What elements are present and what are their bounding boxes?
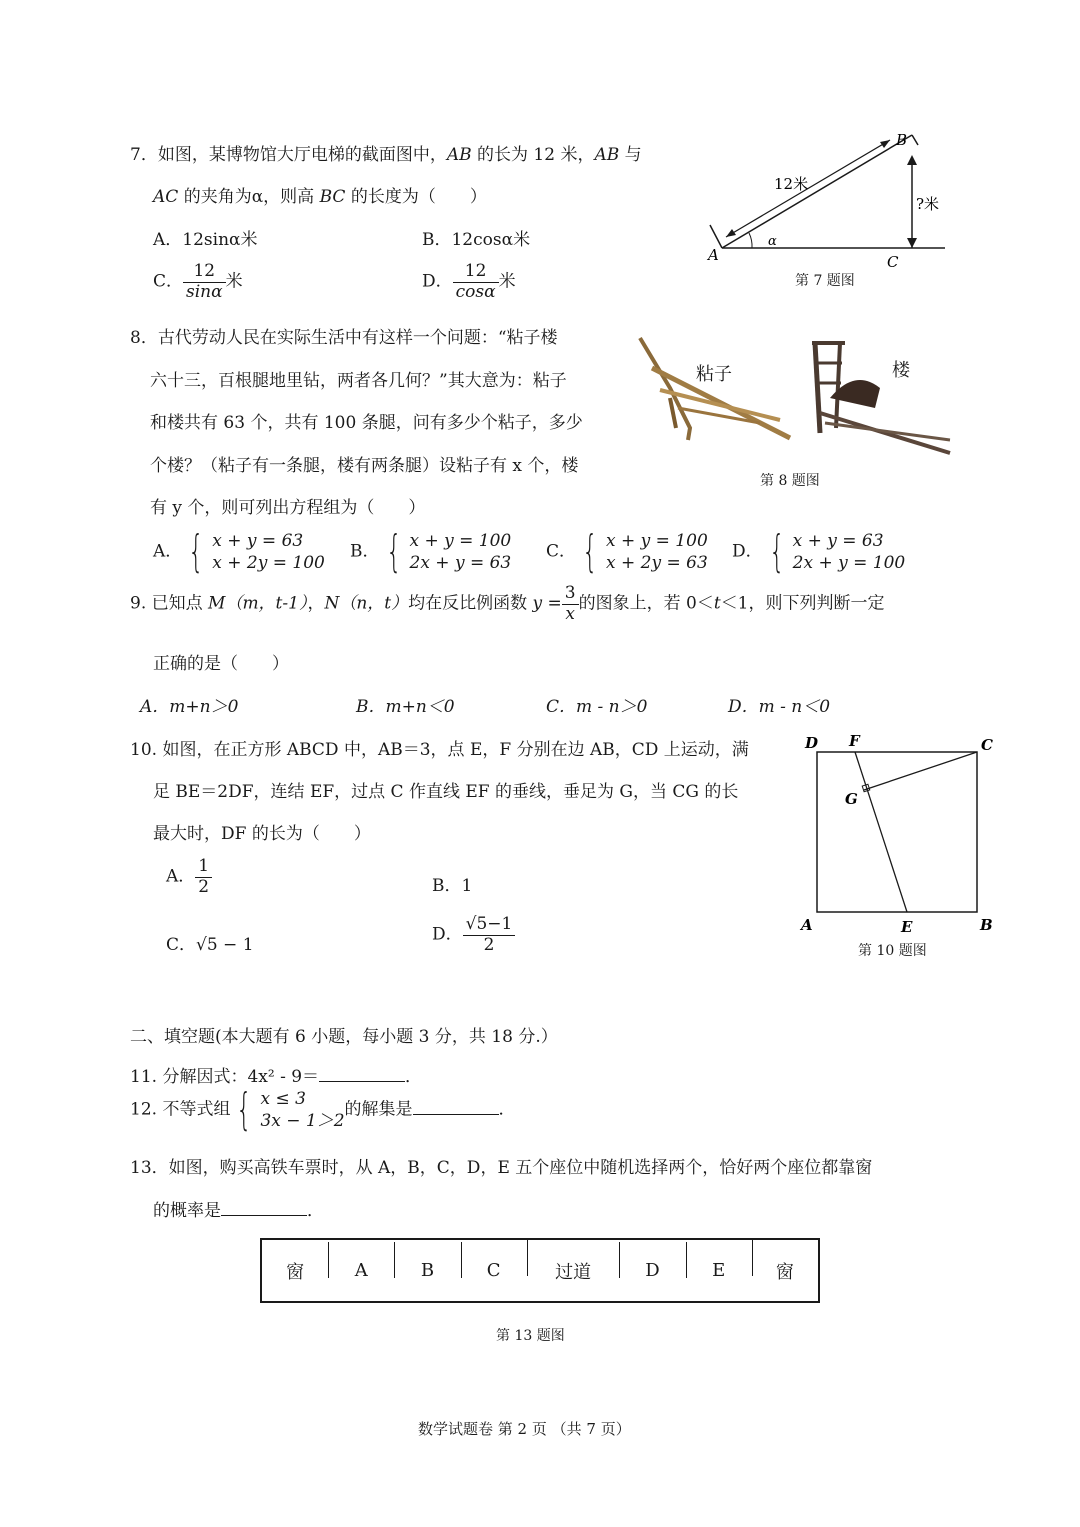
seat-d: D	[619, 1260, 685, 1281]
q10-line2: 足 BE＝2DF，连结 EF，过点 C 作直线 EF 的垂线，垂足为 G，当 CG 的长	[153, 782, 739, 802]
q9-line2: 正确的是（ ）	[153, 654, 289, 674]
q10-label-a: A	[801, 916, 813, 934]
q13-blank	[221, 1199, 307, 1216]
q12: 12. 不等式组 { x ≤ 3 3x − 1＞2 的解集是 ．	[130, 1084, 516, 1136]
q11-blank	[319, 1065, 405, 1082]
section-2-heading: 二、填空题(本大题有 6 小题，每小题 3 分，共 18 分.）	[130, 1027, 558, 1047]
q8-option-a: A． { x + y = 63 x + 2y = 100	[153, 526, 325, 578]
q8-caption: 第 8 题图	[760, 473, 820, 489]
q7-length-label: 12米	[774, 175, 809, 193]
q8-line3: 和楼共有 63 个，共有 100 条腿，问有多少个粘子，多少	[150, 413, 583, 433]
q10-label-b: B	[980, 916, 993, 934]
q10-caption: 第 10 题图	[858, 943, 927, 959]
q10-option-a: A． $\frac{1}{2}$	[166, 857, 212, 897]
q8-label-2: 楼	[892, 360, 910, 381]
q8-line4: 个楼？（粘子有一条腿，楼有两条腿）设粘子有 x 个，楼	[150, 456, 579, 476]
q7-label-c: C	[887, 253, 899, 271]
q7-line1: 7．如图，某博物馆大厅电梯的截面图中，AB 的长为 12 米，AB 与	[130, 145, 642, 165]
seat-c: C	[461, 1260, 527, 1281]
q11: 11. 分解因式：4x² - 9＝ ．	[130, 1067, 423, 1087]
q8-option-d: D． { x + y = 63 2x + y = 100	[732, 526, 906, 578]
seat-window-left: 窗	[286, 1261, 305, 1283]
q10-label-c: C	[981, 736, 993, 754]
q8-line5: 有 y 个，则可列出方程组为（ ）	[150, 498, 426, 518]
q10-label-d: D	[805, 734, 819, 752]
q13-caption: 第 13 题图	[496, 1328, 565, 1344]
q7-option-d: D． $\frac{12}{\cos\alpha}$ 米	[422, 261, 516, 302]
q7-caption: 第 7 题图	[795, 273, 855, 289]
q8-option-c: C． { x + y = 100 x + 2y = 63	[546, 526, 708, 578]
page-footer: 数学试题卷 第 2 页 （共 7 页）	[418, 1420, 631, 1438]
q8-line2: 六十三，百根腿地里钻，两者各几何？”其大意为：粘子	[150, 371, 567, 391]
q10-line1: 10. 如图，在正方形 ABCD 中，AB＝3，点 E，F 分别在边 AB，CD 上运动，满	[130, 740, 749, 760]
seat-a: A	[328, 1260, 394, 1281]
q10-label-e: E	[901, 918, 913, 936]
q7-line2: AC 的夹角为α，则高 BC 的长度为（ ）	[153, 187, 487, 207]
q10-label-f: F	[849, 732, 860, 750]
seat-aisle: 过道	[527, 1258, 620, 1284]
q12-blank	[413, 1098, 499, 1115]
q7-option-b: B．12cosα米	[422, 230, 531, 250]
seat-e: E	[686, 1260, 752, 1281]
q8-label-1: 粘子	[696, 364, 732, 385]
q7-height-label: ?米	[916, 195, 940, 213]
q7-option-a: A．12sinα米	[153, 230, 258, 250]
q10-figure	[795, 728, 1005, 943]
q7-figure	[700, 125, 960, 290]
q7-label-a: A	[708, 246, 719, 264]
q8-option-b: B． { x + y = 100 2x + y = 63	[350, 526, 512, 578]
seat-b: B	[394, 1260, 460, 1281]
q9-option-a: A．m+n＞0	[140, 697, 239, 717]
q9-option-c: C．m - n＞0	[546, 697, 648, 717]
q8-photo	[630, 328, 955, 458]
q13-line2: 的概率是 ．	[153, 1201, 324, 1221]
q10-option-b: B．1	[432, 876, 473, 896]
q8-line1: 8．古代劳动人民在实际生活中有这样一个问题：“粘子楼	[130, 328, 558, 348]
q13-line1: 13．如图，购买高铁车票时，从 A，B，C，D，E 五个座位中随机选择两个，恰好两个座位都靠窗	[130, 1158, 873, 1178]
q7-angle-label: α	[768, 234, 777, 249]
q9-line1: 9. 已知点 M（m，t-1），N（n，t）均在反比例函数 y = $\frac{3}{x}$ 的图象上，若 0＜t＜1，则下列判断一定	[130, 583, 885, 624]
q10-line3: 最大时，DF 的长为（ ）	[153, 824, 371, 844]
seat-window-right: 窗	[752, 1258, 818, 1284]
seat-table	[260, 1238, 820, 1303]
q7-option-c: C． $\frac{12}{\sin\alpha}$ 米	[153, 261, 243, 302]
q7-label-b: B	[896, 131, 908, 149]
q10-option-d: D． $\frac{√5-1}{2}$	[432, 915, 515, 955]
q9-option-d: D．m - n＜0	[728, 697, 831, 717]
q9-option-b: B．m+n＜0	[356, 697, 455, 717]
q10-label-g: G	[845, 790, 858, 808]
q10-option-c: C．√5 − 1	[166, 935, 254, 955]
